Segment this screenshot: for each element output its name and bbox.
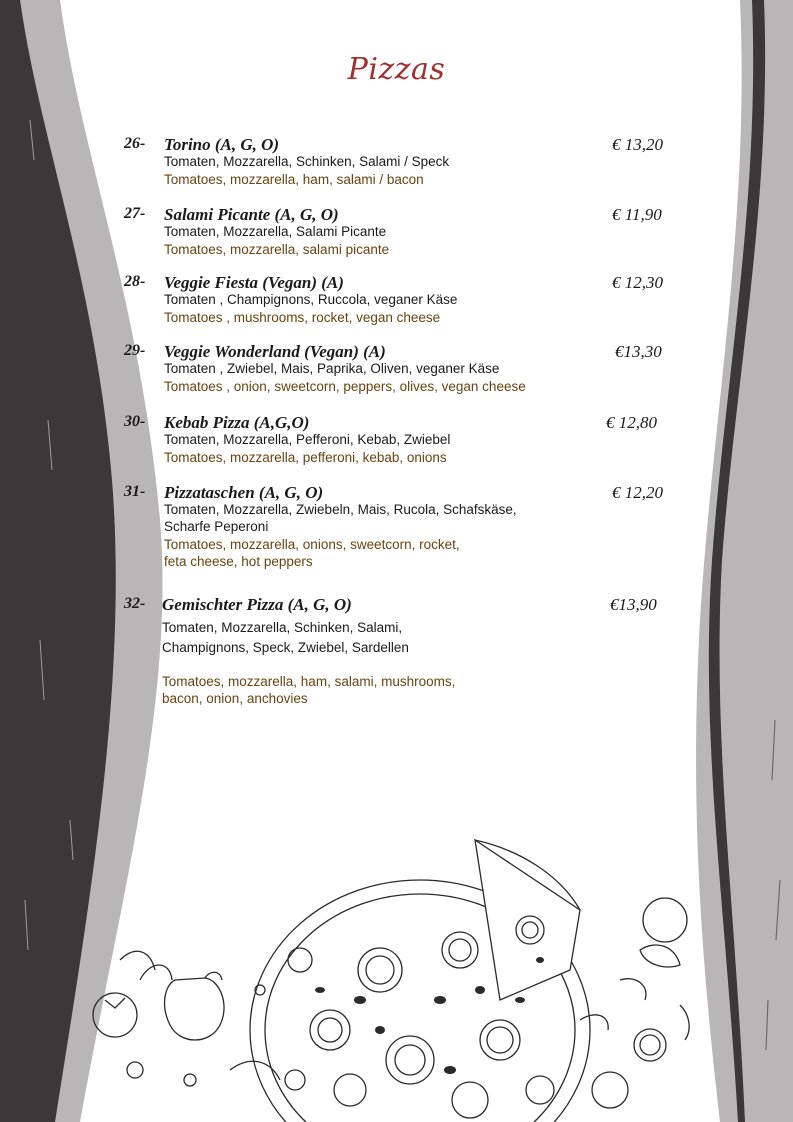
item-number: 30- xyxy=(124,413,146,430)
item-price: € 13,20 xyxy=(612,135,663,154)
item-name: Veggie Fiesta (Vegan) (A) xyxy=(164,273,344,292)
item-name: Veggie Wonderland (Vegan) (A) xyxy=(164,342,386,361)
description-line: Tomatoes, mozzarella, onions, sweetcorn, rocket, xyxy=(164,537,460,552)
item-description-german: Tomaten, Mozzarella, Schinken, Salami / Speck xyxy=(164,154,450,169)
item-number: 27- xyxy=(124,205,146,222)
item-price: €13,30 xyxy=(615,342,662,361)
item-number: 31- xyxy=(124,483,146,500)
item-number: 26- xyxy=(124,135,146,152)
item-name: Torino (A, G, O) xyxy=(164,135,280,154)
description-line: Tomatoes, mozzarella, ham, salami, mushrooms, xyxy=(162,674,456,689)
item-price: €13,90 xyxy=(610,595,657,614)
item-description-english: Tomatoes, mozzarella, salami picante xyxy=(164,242,390,257)
description-line: Champignons, Speck, Zwiebel, Sardellen xyxy=(162,640,409,655)
item-description-german: Tomaten , Zwiebel, Mais, Paprika, Oliven, veganer Käse xyxy=(164,361,500,376)
item-description-english xyxy=(162,674,602,707)
item-price: € 12,20 xyxy=(612,483,663,502)
item-number: 28- xyxy=(124,273,146,290)
menu-item xyxy=(120,413,680,473)
menu-item xyxy=(120,342,680,402)
item-description-english xyxy=(164,537,604,570)
menu-item xyxy=(120,205,680,265)
item-price: € 11,90 xyxy=(612,205,662,224)
pizza-sketch-illustration xyxy=(80,830,720,1122)
item-name: Kebab Pizza (A,G,O) xyxy=(164,413,310,432)
item-name: Pizzataschen (A, G, O) xyxy=(164,483,324,502)
item-price: € 12,30 xyxy=(612,273,663,292)
description-line: Scharfe Peperoni xyxy=(164,518,269,534)
description-line: feta cheese, hot peppers xyxy=(164,553,313,569)
menu-item xyxy=(120,273,680,333)
description-line: Tomaten, Mozzarella, Zwiebeln, Mais, Rucola, Schafskäse, xyxy=(164,502,517,517)
item-description-german: Tomaten, Mozzarella, Pefferoni, Kebab, Zwiebel xyxy=(164,432,451,447)
item-description-english: Tomatoes , mushrooms, rocket, vegan cheese xyxy=(164,310,441,325)
item-name: Gemischter Pizza (A, G, O) xyxy=(162,595,352,614)
description-line: Tomaten, Mozzarella, Schinken, Salami, xyxy=(162,620,403,635)
description-line: bacon, onion, anchovies xyxy=(162,690,308,706)
item-description-german xyxy=(162,618,582,658)
menu-item xyxy=(120,483,680,573)
item-name: Salami Picante (A, G, O) xyxy=(164,205,339,224)
item-price: € 12,80 xyxy=(606,413,657,432)
page-title: Pizzas xyxy=(347,52,446,87)
item-description-german: Tomaten , Champignons, Ruccola, veganer Käse xyxy=(164,292,458,307)
item-description-english: Tomatoes , onion, sweetcorn, peppers, olives, vegan cheese xyxy=(164,379,526,394)
item-description-german: Tomaten, Mozzarella, Salami Picante xyxy=(164,224,387,239)
item-number: 29- xyxy=(124,342,146,359)
item-description-english: Tomatoes, mozzarella, pefferoni, kebab, onions xyxy=(164,450,447,465)
item-description-german xyxy=(164,502,584,535)
menu-item xyxy=(120,595,680,710)
item-description-english: Tomatoes, mozzarella, ham, salami / bacon xyxy=(164,172,424,187)
item-number: 32- xyxy=(124,595,146,612)
menu-item xyxy=(120,135,680,195)
